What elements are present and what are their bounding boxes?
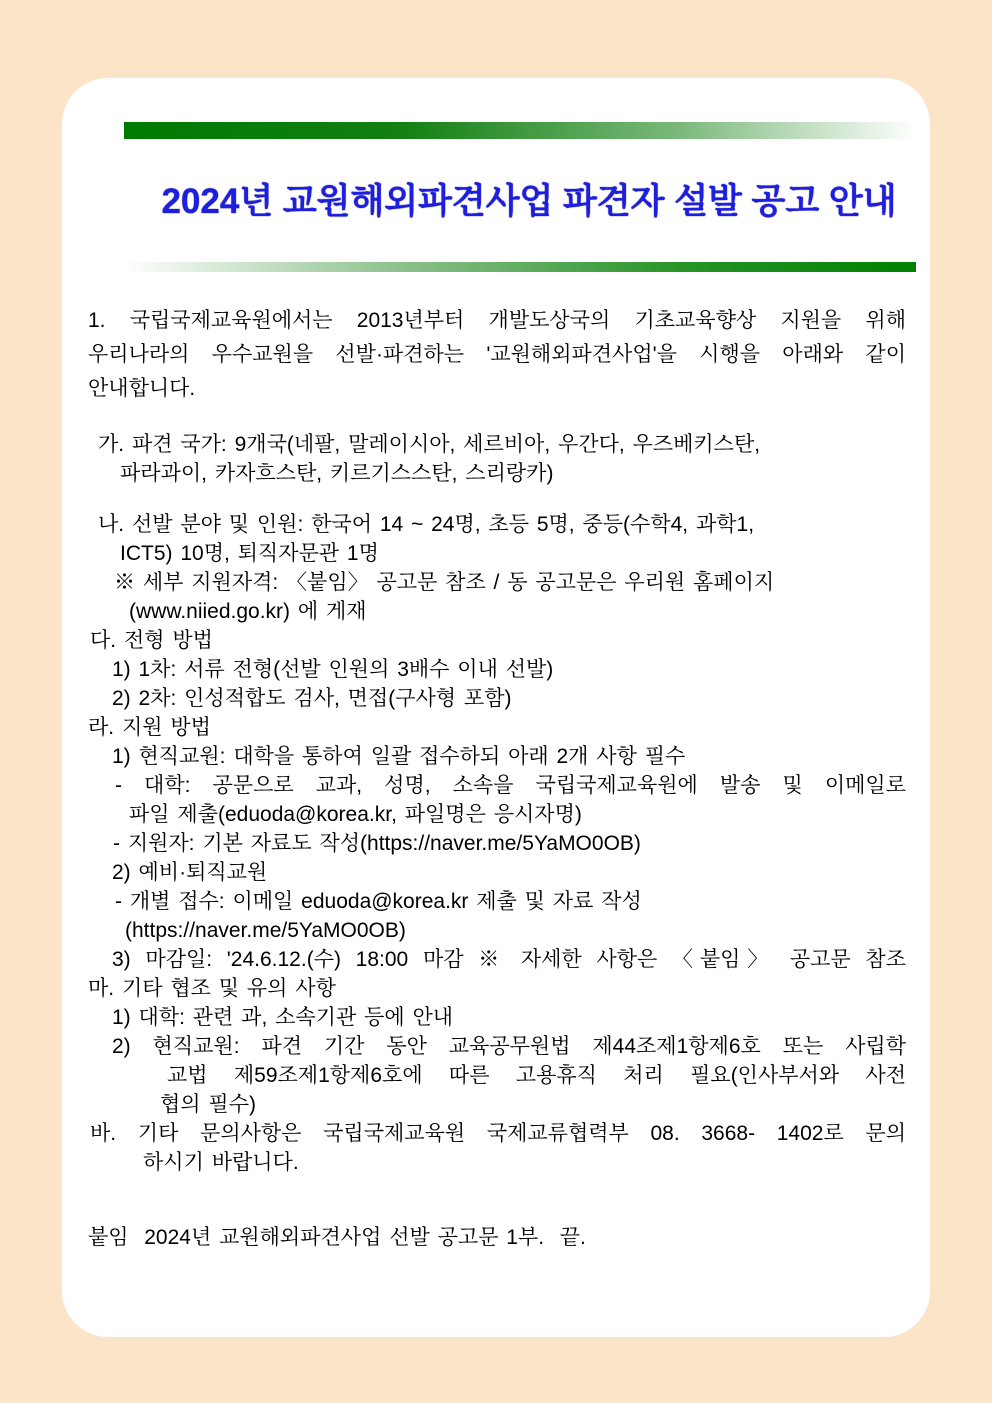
- text-line: 우리나라의 우수교원을 선발·파견하는 '교원해외파견사업'을 시행을 아래와 같이: [88, 343, 906, 366]
- text-line: ICT5) 10명, 퇴직자문관 1명: [120, 542, 379, 565]
- document-card: [62, 78, 930, 1337]
- text-line: 1. 국립국제교육원에서는 2013년부터 개발도상국의 기초교육향상 지원을 위해: [88, 309, 906, 332]
- text-line-item-ma: 마. 기타 협조 및 유의 사항: [88, 977, 336, 1000]
- text-line: 2) 2차: 인성적합도 검사, 면접(구사형 포함): [112, 687, 512, 710]
- text-line-email: - 개별 접수: 이메일 eduoda@korea.kr 제출 및 자료 작성: [115, 890, 642, 913]
- text-line: 협의 필수): [160, 1093, 256, 1116]
- attachment-note: 붙임 2024년 교원해외파견사업 선발 공고문 1부. 끝.: [88, 1226, 586, 1249]
- document-body: [88, 304, 906, 1252]
- text-line-item-ga: 가. 파견 국가: 9개국(네팔, 말레이시아, 세르비아, 우간다, 우즈베키스탄,: [98, 433, 761, 456]
- text-line: - 대학: 공문으로 교과, 성명, 소속을 국립국제교육원에 발송 및 이메일로: [115, 774, 906, 797]
- text-line-deadline: 3) 마감일: '24.6.12.(수) 18:00 마감 ※ 자세한 사항은 〈붙임〉 공고문 참조: [112, 948, 906, 971]
- text-line-item-na: 나. 선발 분야 및 인원: 한국어 14 ~ 24명, 초등 5명, 중등(수학4, 과학1,: [98, 513, 755, 536]
- bottom-gradient-bar: [124, 262, 916, 272]
- blank-line: [88, 488, 906, 510]
- page-title: 2024년 교원해외파견사업 파견자 설발 공고 안내: [161, 182, 897, 221]
- text-line: 2) 예비·퇴직교원: [112, 861, 268, 884]
- text-line-website: (www.niied.go.kr) 에 게재: [129, 600, 367, 623]
- text-line: 교법 제59조제1항제6호에 따른 고용휴직 처리 필요(인사부서와 사전: [167, 1064, 906, 1087]
- text-line: 2) 현직교원: 파견 기간 동안 교육공무원법 제44조제1항제6호 또는 사립학: [112, 1035, 906, 1058]
- text-line: 파라과이, 카자흐스탄, 키르기스스탄, 스리랑카): [120, 462, 554, 485]
- blank-line: [88, 406, 906, 430]
- text-line-item-ra: 라. 지원 방법: [88, 716, 211, 739]
- text-line-item-ba: 바. 기타 문의사항은 국립국제교육원 국제교류협력부 08. 3668- 1402로 문의: [90, 1122, 906, 1145]
- text-line: 1) 현직교원: 대학을 통하여 일괄 접수하되 아래 2개 사항 필수: [112, 745, 686, 768]
- text-line-email: 파일 제출(eduoda@korea.kr, 파일명은 응시자명): [129, 803, 582, 826]
- text-line: 1) 대학: 관련 과, 소속기관 등에 안내: [112, 1006, 454, 1029]
- text-line-url: - 지원자: 기본 자료도 작성(https://naver.me/5YaMO0OB): [113, 832, 641, 855]
- text-line-url: (https://naver.me/5YaMO0OB): [125, 919, 406, 942]
- intro-paragraph: [88, 304, 906, 406]
- text-line: 안내합니다.: [88, 377, 196, 400]
- blank-line: [88, 1177, 906, 1223]
- text-line-note: ※ 세부 지원자격: 〈붙임〉 공고문 참조 / 동 공고문은 우리원 홈페이지: [114, 571, 775, 594]
- top-gradient-bar: [124, 122, 916, 139]
- text-line-item-da: 다. 전형 방법: [90, 629, 213, 652]
- text-line: 하시기 바랍니다.: [143, 1151, 299, 1174]
- text-line: 1) 1차: 서류 전형(선발 인원의 3배수 이내 선발): [112, 658, 554, 681]
